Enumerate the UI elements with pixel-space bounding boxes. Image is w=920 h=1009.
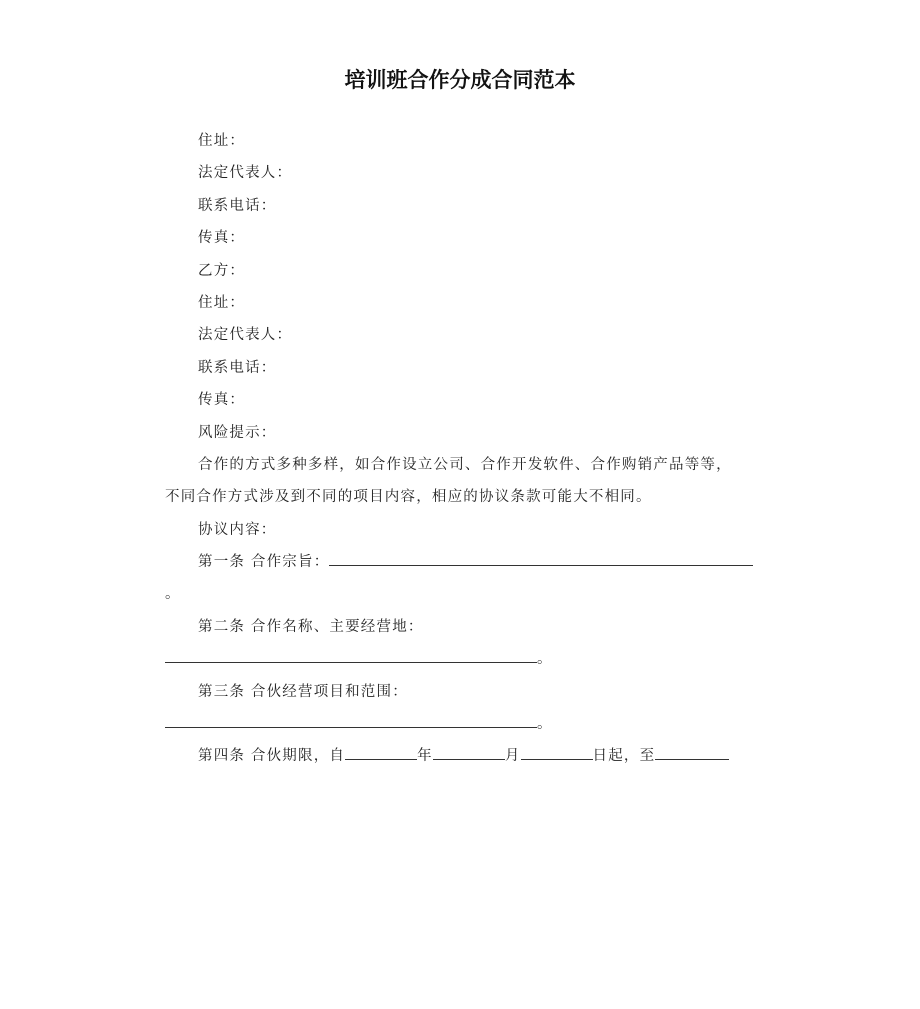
article-3-end: 。 <box>537 716 552 733</box>
article-4-month: 月 <box>504 748 521 765</box>
party-a-address-label: 住址： <box>198 133 246 149</box>
risk-text-line-1: 合作的方式多种多样，如合作设立公司、合作开发软件、合作购销产品等等， <box>198 456 732 473</box>
article-1-blank[interactable] <box>329 547 753 566</box>
article-2-label: 第二条 合作名称、主要经营地： <box>198 618 424 635</box>
article-3-blank[interactable] <box>165 709 537 728</box>
article-2-end: 。 <box>537 651 552 668</box>
document-title: 培训班合作分成合同范本 <box>344 68 576 92</box>
party-a-phone-label: 联系电话： <box>198 197 277 214</box>
party-b-legal-rep-label: 法定代表人： <box>198 327 293 344</box>
article-4-month-blank[interactable] <box>433 741 505 760</box>
article-1 <box>165 546 757 578</box>
article-4-day-blank[interactable] <box>521 741 593 760</box>
article-2-blank-line <box>165 643 757 675</box>
article-4-year-blank[interactable] <box>345 741 417 760</box>
article-4-day-from: 日起，至 <box>592 748 656 765</box>
agreement-label: 协议内容： <box>198 521 277 538</box>
risk-label: 风险提示： <box>198 424 277 441</box>
article-3-blank-line <box>165 708 757 740</box>
article-2-blank[interactable] <box>165 644 537 663</box>
article-4 <box>165 740 757 772</box>
party-a-legal-rep-label: 法定代表人： <box>198 165 293 182</box>
risk-text-line-2: 不同合作方式涉及到不同的项目内容，相应的协议条款可能大不相同。 <box>165 489 652 506</box>
article-1-label: 第一条 合作宗旨： <box>198 554 330 571</box>
article-1-end: 。 <box>165 586 180 603</box>
contract-body <box>165 125 757 773</box>
party-b-phone-label: 联系电话： <box>198 359 277 376</box>
party-b-label: 乙方： <box>198 262 246 279</box>
party-a-fax-label: 传真： <box>198 230 246 247</box>
article-3-label: 第三条 合伙经营项目和范围： <box>198 683 408 700</box>
article-4-year: 年 <box>417 748 433 765</box>
article-4-label: 第四条 合伙期限，自 <box>198 748 346 765</box>
party-b-address-label: 住址： <box>198 294 246 311</box>
article-4-end-blank[interactable] <box>655 741 729 760</box>
party-b-fax-label: 传真： <box>198 392 246 409</box>
